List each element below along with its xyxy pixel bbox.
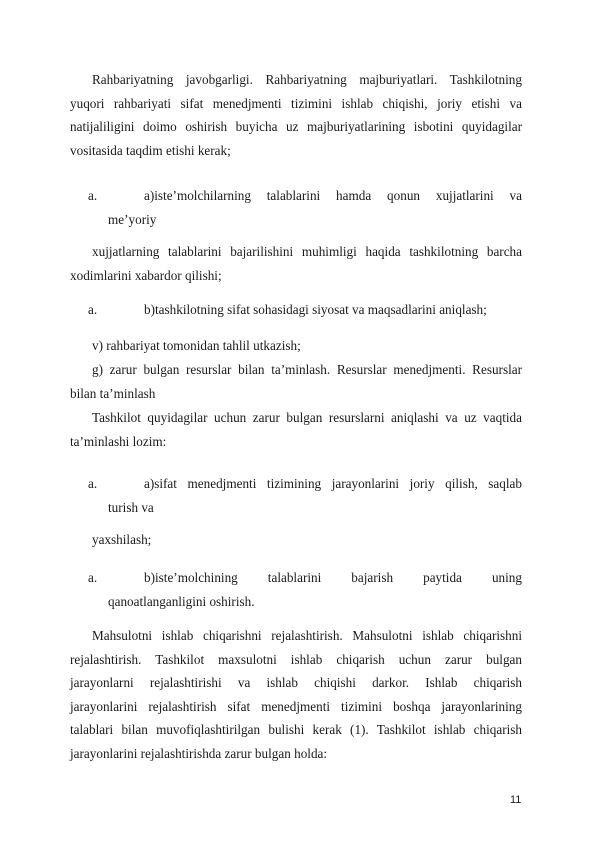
- paragraph-staff-awareness: [70, 240, 522, 287]
- text-line: natijaliligini doimo oshirish buyicha uz majburiyatlarining isbotini quyidagilar: [70, 119, 522, 134]
- list-marker: a.: [88, 570, 98, 585]
- text-line: jarayonlarini rejalashtirish sifat menedjmenti tizimini boshqa jarayonlarining: [70, 698, 522, 714]
- paragraph-production-planning: [70, 624, 522, 765]
- text-line: xodimlarini xabardor qilishi;: [70, 267, 222, 283]
- list-marker: a.: [88, 476, 98, 491]
- paragraph-responsibility: [70, 68, 522, 162]
- paragraph-improve: [70, 528, 522, 552]
- list-item-text-continued: me’yoriy: [108, 212, 157, 227]
- list-item-text: a)iste’molchilarning talablarini hamda qonun xujjatlarini va: [144, 188, 522, 203]
- text-line: talablari bilan muvofiqlashtirilgan bulishi kerak (1). Tashkilot ishlab chiqarish: [70, 722, 522, 737]
- list-item-text-continued: qanoatlanganligini oshirish.: [108, 594, 255, 609]
- text-line: bilan ta’minlash: [70, 385, 156, 401]
- paragraph-resource-provision: [70, 406, 522, 453]
- text-line: vositasida taqdim etishi kerak;: [70, 142, 231, 158]
- text-line: Tashkilot quyidagilar uchun zarur bulgan resurslarni aniqlashi va uz vaqtida: [92, 410, 522, 425]
- text-line: yaxshilash;: [92, 532, 152, 547]
- list-item-text: b)tashkilotning sifat sohasidagi siyosat va maqsadlarini aniqlash;: [144, 302, 487, 317]
- list-marker: a.: [88, 302, 98, 317]
- text-line: Mahsulotni ishlab chiqarishni rejalashtirish. Mahsulotni ishlab chiqarishni: [92, 628, 522, 643]
- list-item-text-continued: turish va: [108, 500, 154, 515]
- list-item: [88, 566, 522, 614]
- list-item-text: b)iste’molchining talablarini bajarish paytida uning: [144, 570, 522, 585]
- list-item-text: a)sifat menedjmenti tizimining jarayonlarini joriy qilish, saqlab: [144, 476, 522, 491]
- text-line: ta’minlashi lozim:: [70, 433, 167, 449]
- text-line: rejalashtirish. Tashkilot maxsulotni ishlab chiqarish uchun zarur bulgan: [70, 651, 522, 667]
- text-line: v) rahbariyat tomonidan tahlil utkazish;: [92, 338, 301, 353]
- list-item: [88, 472, 522, 520]
- text-line: yuqori rahbariyati sifat menedjmenti tizimini ishlab chiqishi, joriy etishi va: [70, 95, 522, 111]
- paragraph-management-review: [70, 334, 522, 358]
- list-item: [88, 298, 522, 322]
- text-line: xujjatlarning talablarini bajarilishini muhimligi haqida tashkilotning barcha: [92, 244, 522, 259]
- text-line: g) zarur bulgan resurslar bilan ta’minlash. Resurslar menedjmenti. Resurslar: [92, 362, 522, 377]
- text-line: jarayonlarini rejalashtirishda zarur bulgan holda:: [70, 745, 328, 761]
- text-line: Rahbariyatning javobgarligi. Rahbariyatning majburiyatlari. Tashkilotning: [92, 72, 522, 87]
- list-item: [88, 184, 522, 232]
- page-number: 11: [510, 794, 522, 806]
- text-line: jarayonlarni rejalashtirishi va ishlab chiqishi darkor. Ishlab chiqarish: [70, 675, 522, 690]
- paragraph-resources: [70, 358, 522, 405]
- list-marker: a.: [88, 188, 98, 203]
